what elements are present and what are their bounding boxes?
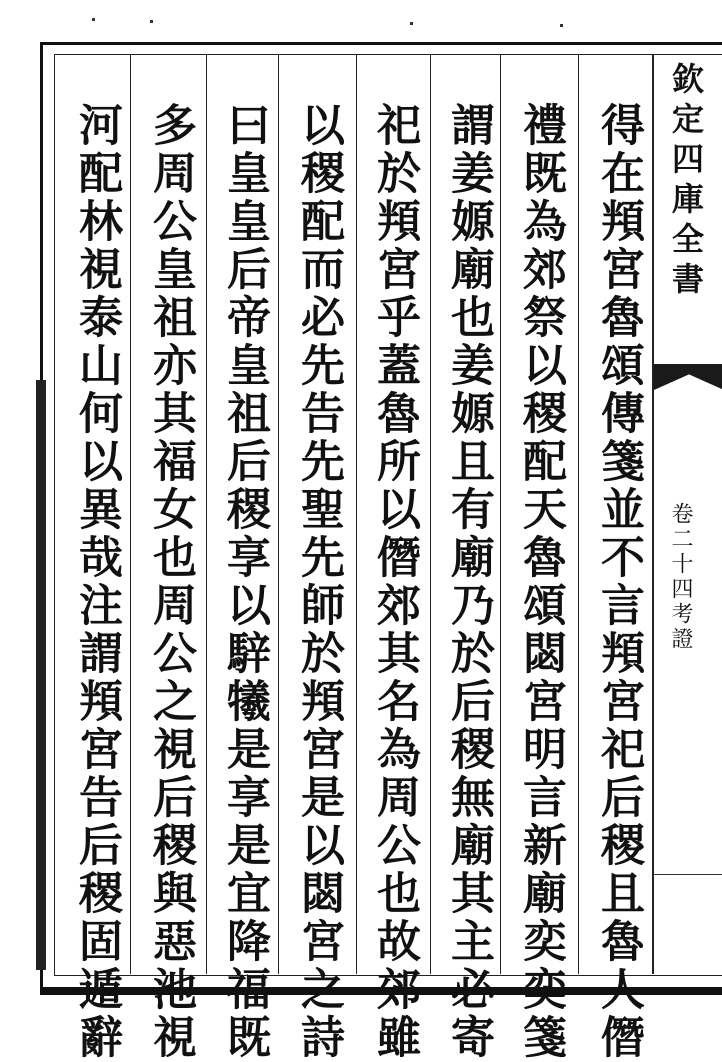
text-column: [134, 62, 206, 1062]
column-text: 禮既為郊祭以稷配天魯頌閟宮明言新廟奕奕箋: [515, 102, 566, 1062]
column-rule: [356, 54, 357, 974]
column-text: 得在頖宮魯頌傳箋並不言頖宮祀后稷且魯人僭: [593, 102, 644, 1062]
text-column: [358, 62, 430, 1062]
margin-rule: [654, 874, 722, 875]
text-column: [432, 62, 504, 1062]
column-text: 以稷配而必先告先聖先師於頖宮是以閟宮之詩: [293, 102, 344, 1062]
speck: [92, 18, 95, 21]
text-column: [282, 62, 354, 1062]
text-column: [60, 62, 132, 1062]
speck: [560, 24, 563, 27]
book-title: 欽定四庫全書: [667, 62, 705, 302]
column-text: 多周公皇祖亦其福女也周公之視后稷與惡池視: [145, 102, 196, 1062]
column-text: 祀於頖宮乎蓋魯所以僭郊其名為周公也故郊雖: [369, 102, 420, 1062]
text-column: [208, 62, 280, 1062]
column-rule: [206, 54, 207, 974]
column-text: 謂姜嫄廟也姜嫄且有廟乃於后稷無廟其主必寄: [443, 102, 494, 1062]
column-rule: [578, 54, 579, 974]
binding-strip: [36, 380, 46, 970]
volume-label: 卷二十四考證: [668, 502, 693, 652]
column-rule: [430, 54, 431, 974]
speck: [410, 22, 413, 25]
fishtail-mark: [654, 364, 722, 390]
center-margin: [652, 54, 722, 974]
column-text: 河配林視泰山何以異哉注謂頖宮告后稷固遁辭: [71, 102, 122, 1062]
text-column: [504, 62, 576, 1062]
column-text: 曰皇皇后帝皇祖后稷享以騂犧是享是宜降福既: [219, 102, 270, 1062]
speck: [150, 20, 153, 23]
text-column: [582, 62, 654, 1062]
